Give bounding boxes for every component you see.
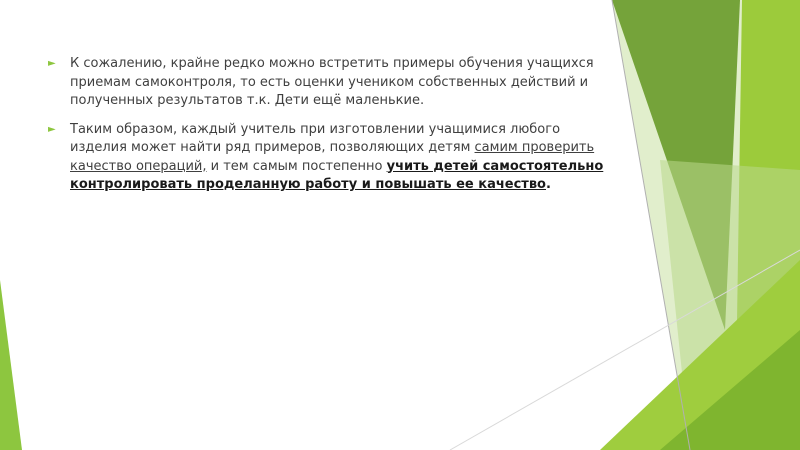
bullet-arrow-icon: ►	[48, 123, 56, 135]
paragraph-2-intro: Таким образом, каждый учитель при изготовлении учащимися любого изделия может найти ряд примеров, позволяющих детям	[70, 121, 561, 155]
underlined-text-check-quality: самим проверить качество операций,	[70, 140, 595, 174]
bullet-item-1	[48, 55, 608, 111]
paragraph-1-text: К сожалению, крайне редко можно встретить примеры обучения учащихся приемам самоконтроля, то есть оценки учеником собственных действий и полученных результатов т.к. Дети ещё маленькие.	[70, 56, 594, 108]
deco-shape-left-corner	[0, 280, 22, 450]
bullet-item-2	[48, 121, 608, 195]
paragraph-2-end: .	[546, 177, 551, 192]
bullet-arrow-icon: ►	[48, 58, 56, 69]
paragraph-2-middle: и тем самым постепенно	[206, 158, 387, 174]
slide-text-body	[48, 55, 608, 205]
bold-underlined-text-teach-self-control: учить детей самостоятельно контролировать проделанную работу и повышать ее качество	[70, 158, 604, 192]
